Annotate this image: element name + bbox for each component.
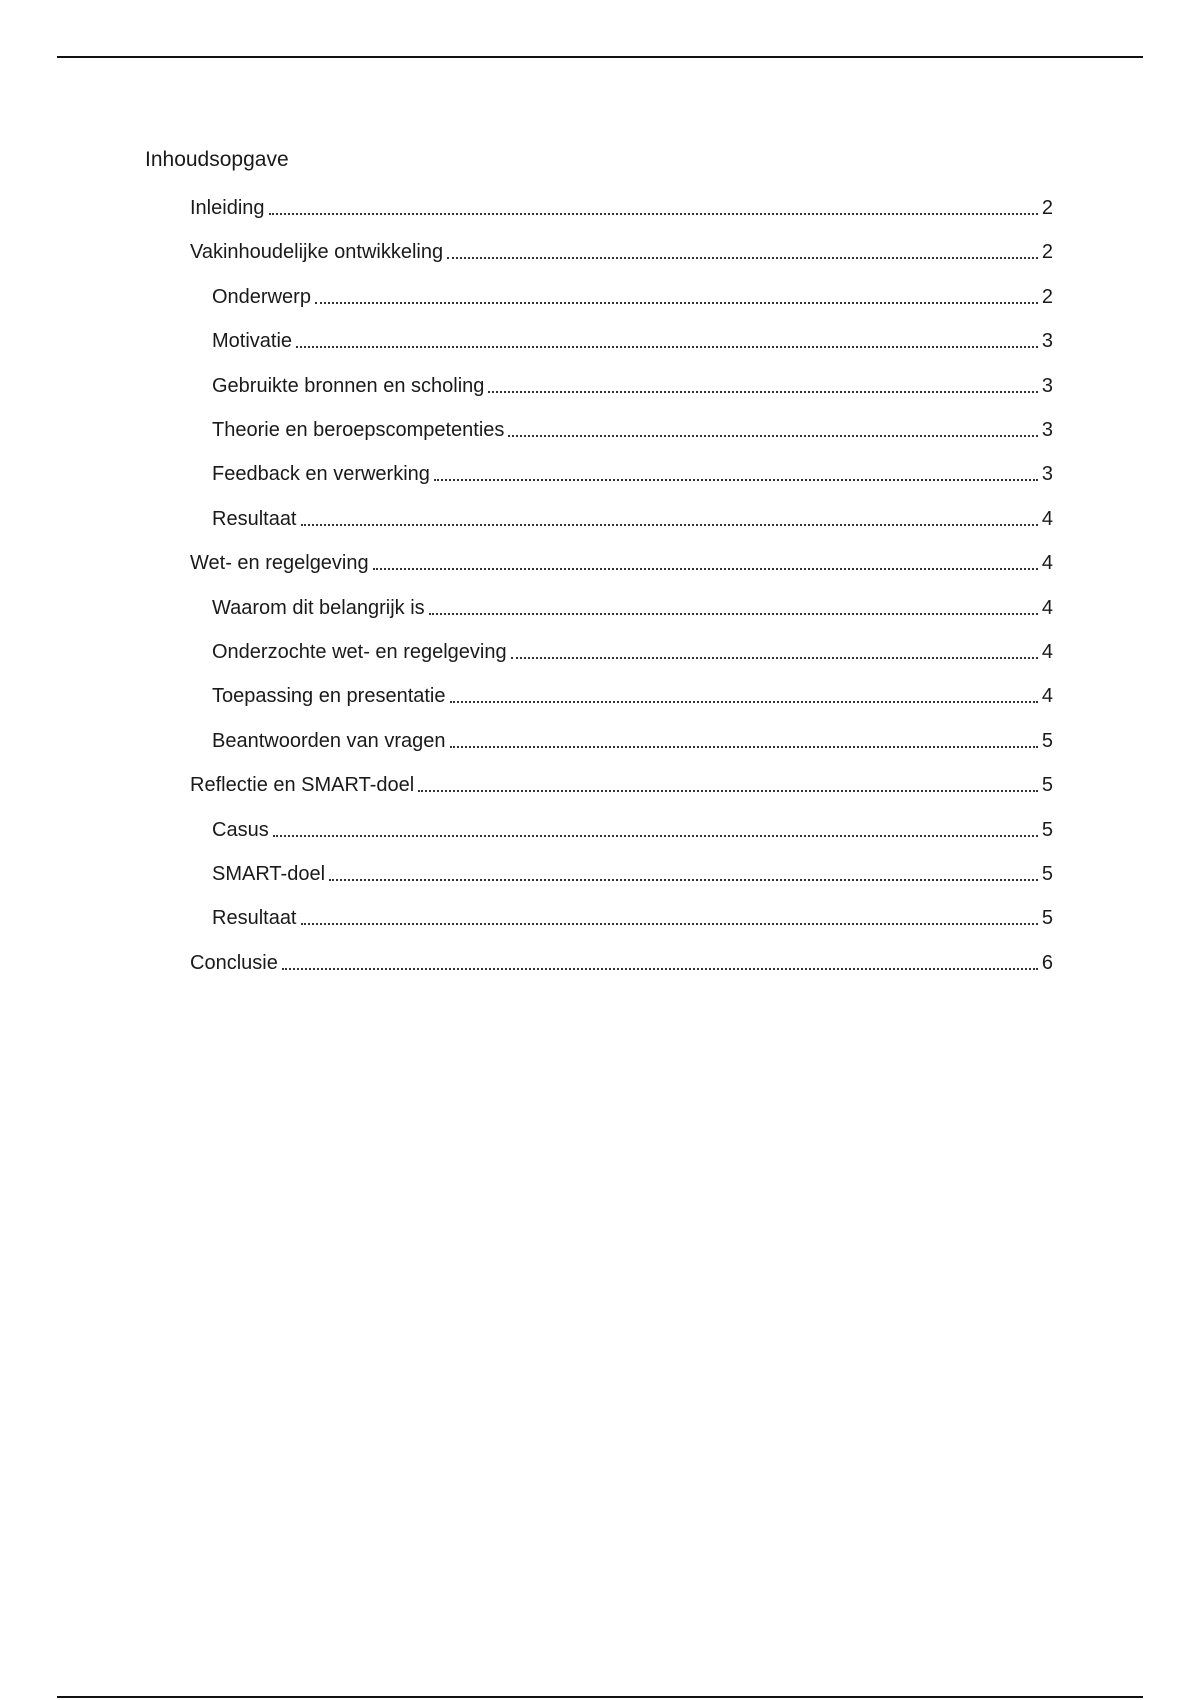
dot-leader — [301, 524, 1038, 526]
toc-entry-page-number: 5 — [1041, 819, 1053, 841]
toc-entry[interactable] — [212, 415, 1053, 443]
toc-entry-label: Waarom dit belangrijk is — [212, 597, 425, 619]
dot-leader — [329, 879, 1038, 881]
toc-entry[interactable] — [190, 237, 1053, 265]
toc-entry[interactable] — [212, 859, 1053, 887]
dot-leader — [508, 435, 1037, 437]
dot-leader — [269, 213, 1038, 215]
toc-entry-label: SMART-doel — [212, 863, 326, 885]
dot-leader — [373, 568, 1038, 570]
dot-leader — [273, 835, 1038, 837]
toc-entry-label: Reflectie en SMART-doel — [190, 774, 415, 796]
toc-entry-label: Resultaat — [212, 907, 297, 929]
toc-entry-page-number: 4 — [1041, 597, 1053, 619]
toc-entry[interactable] — [190, 548, 1053, 576]
dot-leader — [450, 701, 1038, 703]
toc-entry-page-number: 5 — [1041, 863, 1053, 885]
toc-entry-label: Toepassing en presentatie — [212, 685, 446, 707]
toc-entry-label: Onderwerp — [212, 286, 311, 308]
toc-entry-label: Theorie en beroepscompetenties — [212, 419, 505, 441]
toc-entry-label: Motivatie — [212, 330, 293, 352]
toc-entry-page-number: 5 — [1041, 774, 1053, 796]
dot-leader — [418, 790, 1038, 792]
toc-entry[interactable] — [190, 770, 1053, 798]
toc-entry-page-number: 4 — [1041, 641, 1053, 663]
toc-entry[interactable] — [212, 371, 1053, 399]
toc-entry-page-number: 2 — [1041, 286, 1053, 308]
toc-entry-page-number: 3 — [1041, 463, 1053, 485]
toc-entry-label: Feedback en verwerking — [212, 463, 430, 485]
toc-entry[interactable] — [212, 326, 1053, 354]
toc-heading: Inhoudsopgave — [145, 148, 289, 171]
toc-entry-page-number: 4 — [1041, 508, 1053, 530]
dot-leader — [282, 968, 1038, 970]
toc-entry-page-number: 5 — [1041, 730, 1053, 752]
toc-entry-page-number: 3 — [1041, 419, 1053, 441]
toc-entry-label: Beantwoorden van vragen — [212, 730, 446, 752]
dot-leader — [434, 479, 1038, 481]
dot-leader — [488, 391, 1037, 393]
toc-entry[interactable] — [212, 593, 1053, 621]
toc-entry-page-number: 6 — [1041, 952, 1053, 974]
dot-leader — [429, 613, 1038, 615]
toc-entry[interactable] — [212, 459, 1053, 487]
toc-entry[interactable] — [212, 282, 1053, 310]
toc-entry[interactable] — [212, 681, 1053, 709]
toc-entry[interactable] — [212, 637, 1053, 665]
dot-leader — [315, 302, 1038, 304]
toc-entry-label: Wet- en regelgeving — [190, 552, 369, 574]
toc-entry-page-number: 3 — [1041, 375, 1053, 397]
dot-leader — [450, 746, 1038, 748]
toc-entry-page-number: 4 — [1041, 552, 1053, 574]
toc-entry[interactable] — [212, 726, 1053, 754]
toc-entry[interactable] — [212, 815, 1053, 843]
dot-leader — [447, 257, 1038, 259]
toc-entry[interactable] — [212, 903, 1053, 931]
toc-entry[interactable] — [190, 948, 1053, 976]
toc-entry-page-number: 4 — [1041, 685, 1053, 707]
dot-leader — [301, 923, 1038, 925]
toc-entry-label: Conclusie — [190, 952, 278, 974]
toc-entry-label: Inleiding — [190, 197, 265, 219]
toc-entry-page-number: 5 — [1041, 907, 1053, 929]
footer-rule — [57, 1696, 1143, 1698]
toc-entry-label: Resultaat — [212, 508, 297, 530]
toc-entry-label: Onderzochte wet- en regelgeving — [212, 641, 507, 663]
toc-entry-page-number: 3 — [1041, 330, 1053, 352]
header-rule — [57, 56, 1143, 58]
toc-entry-label: Gebruikte bronnen en scholing — [212, 375, 485, 397]
dot-leader — [511, 657, 1038, 659]
toc-entry[interactable] — [212, 504, 1053, 532]
toc-entry-label: Vakinhoudelijke ontwikkeling — [190, 241, 444, 263]
toc-entry[interactable] — [190, 193, 1053, 221]
toc-entry-page-number: 2 — [1041, 241, 1053, 263]
toc-entry-label: Casus — [212, 819, 269, 841]
toc-entry-page-number: 2 — [1041, 197, 1053, 219]
dot-leader — [296, 346, 1038, 348]
